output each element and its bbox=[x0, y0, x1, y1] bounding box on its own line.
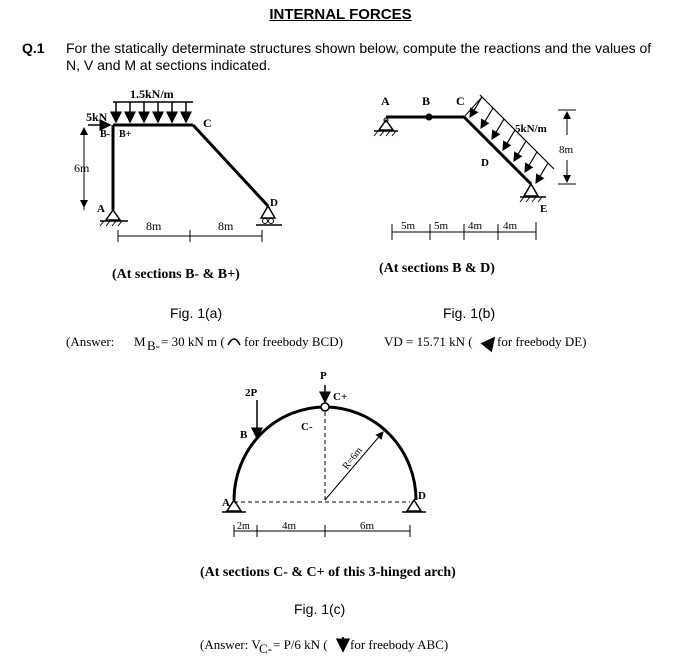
fig-a-d-label: D bbox=[270, 197, 278, 209]
shear-arrow-icon bbox=[486, 338, 494, 348]
fig-a-answer-rest: = 30 kN m ( bbox=[161, 334, 225, 349]
fig-c-c-minus: C- bbox=[301, 421, 313, 433]
fig-b-answer-tail: for freebody DE) bbox=[497, 334, 587, 349]
fig-b-span-1: 5m bbox=[401, 220, 416, 232]
question-number: Q.1 bbox=[22, 40, 45, 56]
fig-a-span1: 8m bbox=[146, 219, 162, 233]
fig-a-force-label: 5kN bbox=[86, 110, 108, 124]
fig-a-caption: (At sections B- & B+) bbox=[112, 267, 240, 282]
page-title: INTERNAL FORCES bbox=[269, 6, 412, 23]
fig-c-answer-prefix: (Answer: V bbox=[200, 637, 261, 652]
fig-c-span-2: 4m bbox=[282, 520, 297, 532]
fig-c-2p-label: 2P bbox=[245, 387, 258, 399]
fig-a-height-label: 6m bbox=[74, 161, 90, 175]
fig-b-caption: (At sections B & D) bbox=[379, 261, 495, 276]
fig-c-c-plus: C+ bbox=[333, 391, 348, 403]
fig-a-answer-tail: for freebody BCD) bbox=[244, 334, 343, 349]
fig-c-caption: (At sections C- & C+ of this 3-hinged arch) bbox=[200, 565, 456, 580]
fig-a-c-label: C bbox=[203, 116, 212, 130]
fig-c-label: Fig. 1(c) bbox=[294, 601, 346, 617]
fig-a-span2: 8m bbox=[218, 219, 234, 233]
fig-b-span-4: 4m bbox=[503, 220, 518, 232]
fig-b-span-3: 4m bbox=[468, 220, 483, 232]
fig-c-p-label: P bbox=[320, 370, 327, 382]
fig-a-answer-m: M bbox=[134, 334, 146, 349]
fig-b-load-label: 5kN/m bbox=[515, 123, 547, 135]
fig-b-height-label: 8m bbox=[559, 144, 574, 156]
fig-b-c-label: C bbox=[456, 94, 465, 108]
fig-b-a-label: A bbox=[381, 94, 390, 108]
fig-b-e-label: E bbox=[540, 203, 548, 215]
fig-c-b-label: B bbox=[240, 429, 248, 441]
fig-b-label: Fig. 1(b) bbox=[443, 305, 496, 321]
fig-c-span-1: 2m bbox=[237, 521, 250, 532]
fig-b-span-2: 5m bbox=[434, 220, 449, 232]
fig-c-span-3: 6m bbox=[360, 520, 375, 532]
moment-arrow-icon bbox=[228, 339, 240, 345]
fig-c-diagram bbox=[222, 385, 426, 537]
fig-b-b-label: B bbox=[422, 94, 431, 108]
fig-b-diagram bbox=[374, 95, 576, 240]
fig-a-label: Fig. 1(a) bbox=[170, 305, 223, 321]
fig-a-b-minus: B- bbox=[100, 129, 110, 140]
fig-c-d-label: D bbox=[418, 490, 426, 502]
fig-c-answer-rest: = P/6 kN ( bbox=[273, 637, 328, 652]
fig-c-radius-label: R=6m bbox=[340, 445, 365, 472]
question-text: For the statically determinate structures shown below, compute the reactions and the values of N, V and M at sections indicated. bbox=[66, 40, 652, 73]
fig-a-udl-label: 1.5kN/m bbox=[130, 87, 174, 101]
fig-a-answer-sub: B- bbox=[147, 338, 160, 353]
fig-a-a-label: A bbox=[97, 203, 105, 215]
fig-c-answer-tail: for freebody ABC) bbox=[350, 637, 449, 652]
fig-a-diagram bbox=[84, 102, 282, 242]
fig-b-d-label: D bbox=[481, 157, 489, 169]
fig-c-answer-sub: C- bbox=[259, 641, 272, 656]
fig-a-b-plus: B+ bbox=[119, 129, 132, 140]
fig-c-a-label: A bbox=[222, 497, 230, 509]
fig-a-answer-prefix: (Answer: bbox=[66, 334, 115, 349]
fig-b-answer-text: VD = 15.71 kN ( bbox=[384, 334, 473, 349]
